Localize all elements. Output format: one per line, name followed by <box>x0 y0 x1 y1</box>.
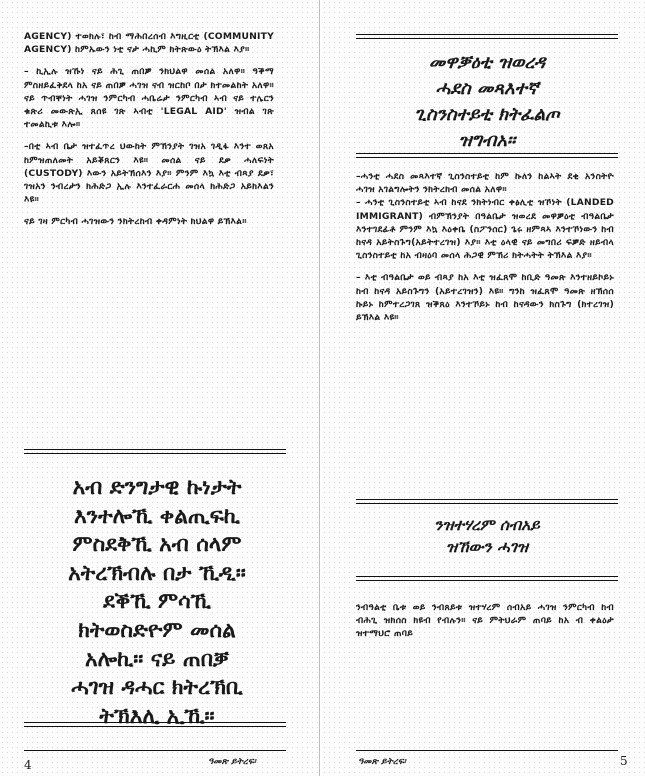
right-footer-text: ዓመጽ ይትረፍ፡ <box>358 757 406 767</box>
left-paragraph-3: –በቲ ኣብ ቤታ ዝተፈጥረ ህውከት ምኽንያት ገዝአ ገዲፋ እንተ ወጸአ ከምዝጠለመት አይቖጸርን እዩ። መሰል ናይ ደቃ ሓለፍነት (CUSTODY) እውን አይትኽሰእን እያ። ምንም እኳ እቲ ብጻያ ደቃ፣ ገዝአን ንብረታን ክሕድጋ ኢሉ እንተፈራርሐ መሰላ ክሕድጋ አይክእልን እዩ። <box>24 141 274 206</box>
right-page <box>322 0 645 776</box>
left-footer-text: ዓመጽ ይትረፍ፡ <box>208 757 256 767</box>
left-page-number: 4 <box>24 758 32 772</box>
right-heading-line-1: መዋቓዕቲ ዝወረዳ <box>428 52 546 73</box>
left-callout-line-3: ምስደቅኺ አብ ሰላም <box>72 532 242 558</box>
left-callout-line-9: ትኽእሊ ኢኺ። <box>99 703 215 729</box>
right-paragraph-1: –ሓንቲ ሓደስ መጻእተኛ ጊስንስተይቲ ከም ኩለን ከልኣት ደቂ አንስትዮ ሓገዝ አገልግሎትን ንክትረክብ መሰል አለዋ። <box>356 171 614 196</box>
left-callout-line-6: ክትወስድዮም መሰል <box>78 617 236 643</box>
left-callout-line-4: አትረኽብሉ በታ ኺዲ። <box>68 560 246 586</box>
right-heading-line-4: ዝግብአ። <box>458 130 516 151</box>
left-callout-line-8: ሓገዝ ዳሓር ክትረኽቢ <box>71 675 243 701</box>
right-heading <box>346 50 628 154</box>
left-page-body <box>24 30 274 238</box>
right-subheading-line-1: ንዝተሃረም ሰብአይ <box>434 516 540 534</box>
left-callout-line-7: አሎኪ። ናይ ጠበቓ <box>85 646 229 672</box>
left-callout-line-5: ደቕኺ ምሳኺ <box>103 589 211 615</box>
left-footer-rule <box>24 750 286 751</box>
right-heading-top-rule <box>356 34 618 39</box>
right-paragraph-2: – ሓንቲ ጊስንስተይቲ ኣብ ከናደ ንክትነብር ቀፅሊቲ ዝኾነት (LANDED IMMIGRANT) ብምኽንያት በዓልቤታ ዝወረደ መዋቓዕቲ ብዓልቤታ እንተገደፊቶ ምንም እኳ እዕቀቤ (ስፖንሰር) ጌሩ ዘምጻኣ እንተኾነውን ከብ ከናዳ አይትስጉግ(አይትተረገዝ) እያ። እቲ ዕላዊ ናይ መግበሪ ፍቓድ ዘይብላ ጊስንስተይቲ ከአ ብዛዕባ መሰላ ሕጋዊ ምኽሪ ክትሓትት ትኽእል እያ። <box>356 197 614 262</box>
left-paragraph-4: ናይ ገዛ ምርካብ ሓገዝውን ንክትረከብ ቀዳምነት ክህልዋ ይኽእል። <box>24 216 247 228</box>
right-subheading-bottom-rule <box>356 576 618 581</box>
right-bottom-body <box>356 601 614 641</box>
left-paragraph-1: AGENCY) ተወክሉ፣ ከብ ማሕበረሰብ እግዚርቲ (COMMUNITY AGENCY) ከምኡውን ነቲ ናታ ሓኪም ክትጽውዕ ትኽእል እያ። <box>24 31 274 56</box>
right-page-body <box>356 170 614 333</box>
right-heading-line-3: ጊስንስተይቲ ክትፈልጦ <box>414 104 560 125</box>
right-bottom-paragraph: ንብዓልቲ ቤቱ ወይ ንብጸይቱ ዝተሃረም ሰብአይ ሓገዝ ንምርካብ ከብ ብሕጊ ዝክሰስ ክዩብ የብሉን። ናይ ምትህራም ጠባይ ከአ ብ ቀልዕታ ዝተማህሮ ጠባይ <box>356 602 614 640</box>
left-callout-line-2: እንተሎኺ ቀልጢፍኪ <box>74 503 240 529</box>
right-heading-line-2: ሓደስ መጻእተኛ <box>435 78 539 99</box>
left-page <box>0 0 320 776</box>
left-paragraph-2: – ኪኢሉ ዝኹነ ናይ ሕጊ ጠበቓ ንክህልዋ መሰል አለዋ። ዓቕማ ምስዘይፈቅደላ ከአ ናይ ጠበቓ ሓገዝ ናብ ዝርከቦ በታ ክተመልከት አለዋ። ናይ ጥብቐነት ሓገዝ ንምርካብ ሓቤሬታ ንምርካብ ኣብ ናይ ተሌርን ቁጽሪ መውጽኢ ጸሰዩ ገጽ ኣብቲ 'LEGAL AID' ዝብል ገጽ ተመልኪቱ እሎ። <box>24 66 274 131</box>
left-callout <box>14 474 300 731</box>
left-callout-bottom-rule <box>24 722 286 727</box>
left-callout-top-rule <box>24 449 286 454</box>
right-heading-bottom-rule <box>356 153 618 158</box>
left-callout-line-1: አብ ድንግታዊ ኩነታት <box>72 475 242 500</box>
right-paragraph-3: – እቲ ብዓልቤታ ወይ ብጻያ ከአ እቲ ዝፈጸሞ ከቢድ ዓመጽ እንተዘይኮይኑ ከብ ከናዳ አይስጉግን (አይተረገዝን) እዩ። ግንከ ዝፈጸሞ ዓመጽ ዘኽሰሰ ኩይኑ ከምተረጋገጸ ዝቕጸዕ እንተኾይኑ ከብ ከናዳውን ክስጉግ (ክተረገዝ) ይኽእል እዩ። <box>356 272 614 324</box>
right-subheading-top-rule <box>356 499 618 504</box>
right-subheading-line-2: ዝኸውን ሓገዝ <box>446 538 528 556</box>
right-subheading <box>346 514 628 558</box>
right-page-number: 5 <box>620 754 628 768</box>
right-footer-rule <box>356 750 618 751</box>
